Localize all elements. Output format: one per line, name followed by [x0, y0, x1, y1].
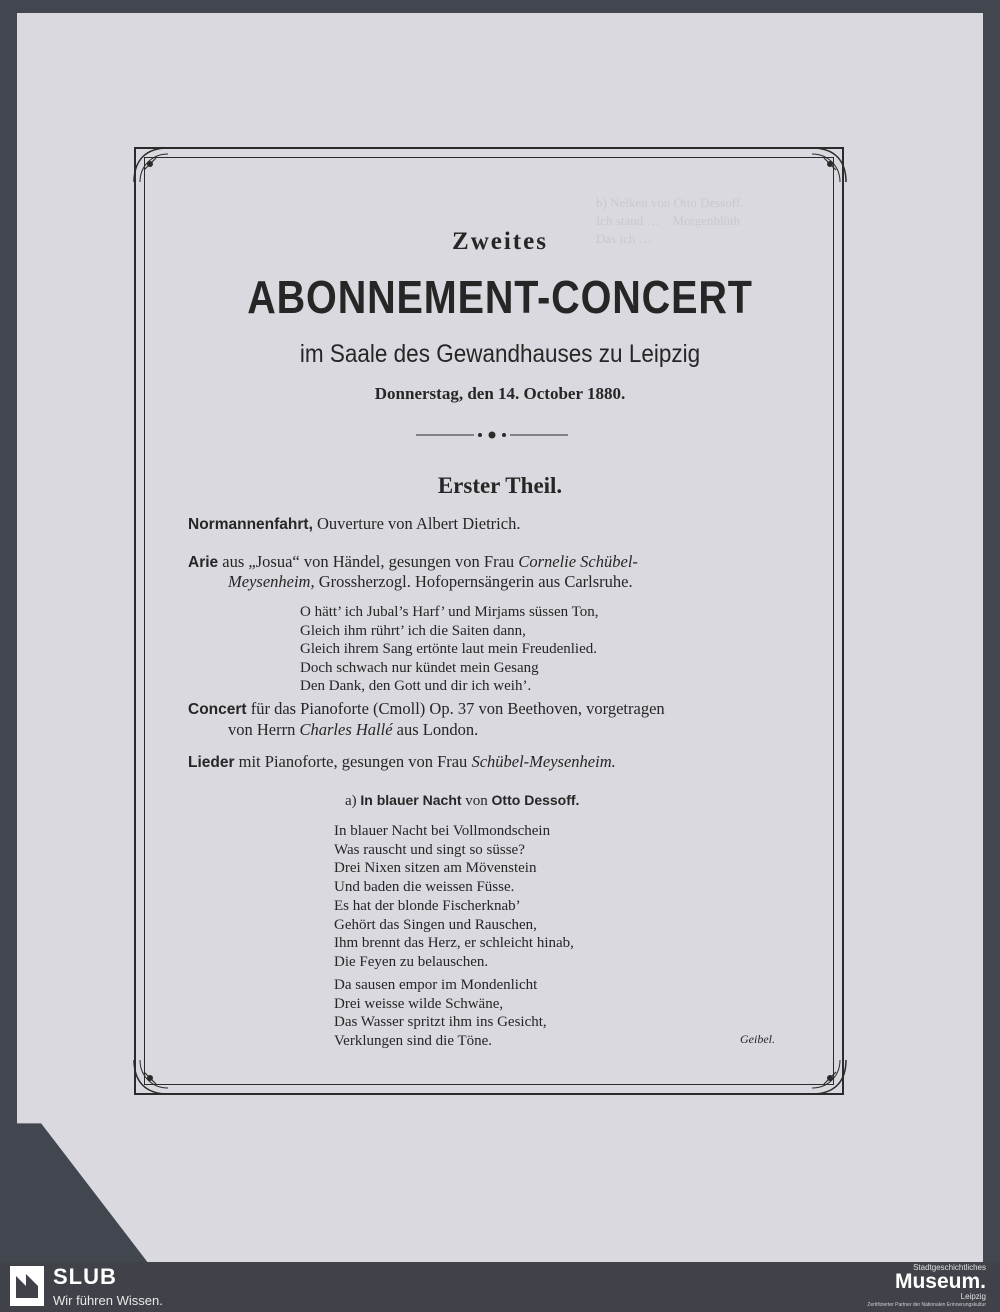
concert-number: Zweites: [452, 228, 548, 255]
verse-line: Die Feyen zu belauschen.: [334, 953, 489, 970]
museum-name[interactable]: Museum.: [894, 1270, 986, 1293]
corner-ornament-icon: [804, 140, 854, 190]
verse-line: O hätt’ ich Jubal’s Harf’ und Mirjams süssen Ton,: [300, 604, 599, 620]
verse-line: Es hat der blonde Fischerknab’: [334, 898, 521, 914]
museum-subtitle: Stadtgeschichtliches: [913, 1263, 986, 1272]
program-item-2-cont: [228, 571, 633, 593]
museum-certification: Zertifizierter Partner der Nationalen Erinnerungskultur: [867, 1302, 986, 1308]
program-item-title: Normannenfahrt,: [188, 516, 313, 533]
venue-line: im Saale des Gewandhauses zu Leipzig: [299, 340, 701, 368]
verse-line: Und baden die weissen Füsse.: [334, 878, 515, 895]
verse-line: Das Wasser spritzt ihm ins Gesicht,: [334, 1014, 547, 1030]
poem-author: Geibel.: [740, 1032, 775, 1046]
program-item-text: Grossherzogl. Hofopernsängerin aus Carlsruhe.: [318, 572, 633, 591]
song-heading: [345, 792, 579, 810]
bleed-through-texture: b) Nelken von Otto Dessoff. Ich stand … Morgenblüth Das ich …: [596, 195, 744, 246]
program-item-title: Concert: [188, 701, 247, 718]
performer-name: Charles Hallé: [299, 720, 393, 739]
song-by: von: [465, 793, 488, 809]
verse-line: Drei Nixen sitzen am Mövenstein: [334, 860, 537, 876]
performer-name: Cornelie Schübel-: [518, 552, 638, 571]
program-item-text: aus London.: [396, 720, 479, 739]
museum-city: Leipzig: [960, 1292, 986, 1301]
verse-line: Verklungen sind die Töne.: [334, 1032, 493, 1049]
song-composer: Otto Dessoff.: [491, 792, 580, 808]
song-stanza-2: [334, 897, 574, 971]
slub-logo-icon[interactable]: [10, 1266, 44, 1306]
verse-line: Was rauscht und singt so süsse?: [334, 841, 525, 858]
program-item-4: [188, 751, 616, 774]
verse-line: In blauer Nacht bei Vollmondschein: [334, 823, 551, 839]
song-stanza-3: [334, 976, 547, 1050]
section-heading: Erster Theil.: [437, 473, 563, 498]
program-item-title: Lieder: [188, 754, 235, 771]
verse-line: Da sausen empor im Mondenlicht: [334, 977, 538, 993]
program-item-text: für das Pianoforte (Cmoll) Op. 37 von Beethoven, vorgetragen: [250, 699, 665, 718]
program-item-3-cont: [228, 719, 478, 741]
library-name[interactable]: SLUB: [53, 1264, 117, 1289]
corner-ornament-icon: [804, 1052, 854, 1102]
page-title: ABONNEMENT-CONCERT: [247, 271, 753, 323]
program-item-1: [188, 513, 520, 536]
program-item-3: [188, 698, 665, 721]
verse-line: Gleich ihm rührt’ ich die Saiten dann,: [300, 622, 526, 639]
aria-text: [300, 603, 598, 696]
divider-ornament-icon: [416, 429, 568, 441]
song-letter: a): [345, 793, 357, 809]
performer-name: Schübel-Meysenheim.: [471, 752, 616, 771]
verse-line: Ihm brennt das Herz, er schleicht hinab,: [334, 935, 574, 951]
verse-line: Gleich ihrem Sang ertönte laut mein Freudenlied.: [300, 641, 597, 657]
corner-ornament-icon: [126, 1052, 176, 1102]
song-title: In blauer Nacht: [360, 792, 462, 808]
program-item-text: mit Pianoforte, gesungen von Frau: [238, 752, 468, 771]
verse-line: Drei weisse wilde Schwäne,: [334, 995, 504, 1012]
verse-line: Doch schwach nur kündet mein Gesang: [300, 659, 539, 676]
verse-line: Gehört das Singen und Rauschen,: [334, 916, 537, 933]
program-item-text: Ouverture von Albert Dietrich.: [317, 514, 521, 533]
program-item-text: aus „Josua“ von Händel, gesungen von Frau: [222, 552, 515, 571]
concert-date: Donnerstag, den 14. October 1880.: [374, 384, 626, 403]
program-item-text: von Herrn: [228, 720, 296, 739]
corner-ornament-icon: [126, 140, 176, 190]
program-item-title: Arie: [188, 554, 219, 571]
library-tagline: Wir führen Wissen.: [53, 1293, 163, 1308]
verse-line: Den Dank, den Gott und dir ich weih’.: [300, 678, 532, 694]
performer-name: Meysenheim,: [228, 572, 315, 591]
song-stanza-1: [334, 822, 550, 896]
